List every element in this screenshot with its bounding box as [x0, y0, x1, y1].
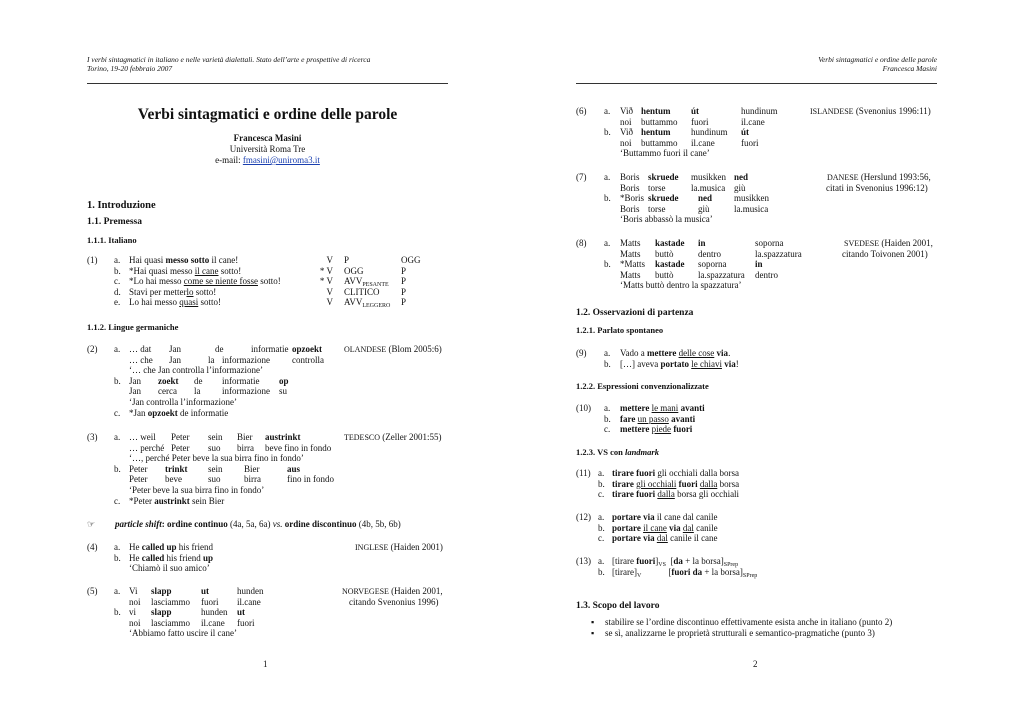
gloss-word: *Boris [620, 193, 645, 204]
gloss-word: vi [129, 607, 137, 618]
example-8 [576, 238, 937, 291]
gloss-word: controlla [292, 354, 324, 365]
gloss-word: cerca [158, 386, 177, 397]
object-tag: P [401, 286, 407, 297]
gloss-word: Jan [169, 344, 181, 354]
example-sentence: He called his friend up [129, 552, 214, 563]
example-sentence: mettere piede fuori [620, 424, 693, 435]
item-label: b. [598, 522, 605, 533]
item-label: d. [114, 286, 121, 297]
bracketed-structure: $[tirare]_V$ [fuori da + la $borsa]_{SPrep}$ [612, 566, 758, 579]
gloss-word: fino in fondo [287, 474, 334, 485]
example-number: (5) [87, 586, 98, 596]
gloss-word: la.spazzatura [698, 269, 745, 280]
item-label: b. [604, 413, 611, 424]
gloss-word: skruede [648, 193, 679, 204]
gloss-word: giù [698, 203, 710, 214]
language-source: INGLESE (Haiden 2001) [355, 542, 443, 552]
example-number: (8) [576, 238, 587, 248]
example-sentence: portare il cane via dal canile [612, 522, 718, 533]
example-4 [87, 542, 448, 574]
source-continued: citati in Svenonius 1996:12) [826, 182, 928, 193]
example-sentence: portare via il cane dal canile [612, 512, 718, 522]
gloss-word: la [194, 386, 201, 397]
translation: ‘… che Jan controlla l’informazione’ [129, 365, 263, 376]
gloss-word: … weil [129, 432, 156, 442]
gloss-word: austrinkt [265, 432, 301, 442]
gloss-word: soporna [698, 259, 727, 270]
item-label: b. [598, 566, 605, 577]
gloss-word: informatie [251, 344, 289, 354]
gloss-word: hunden [201, 607, 228, 618]
gloss-word: út [741, 127, 750, 138]
gloss-word: beve [165, 474, 182, 485]
gloss-word: Peter [129, 463, 148, 474]
page-number: 1 [263, 659, 268, 669]
bullet-list [591, 617, 892, 638]
gloss-word: sein [208, 432, 223, 442]
example-number: (4) [87, 542, 98, 552]
example-sentence: portare via dal canile il cane [612, 533, 718, 544]
gloss-word: Jan [129, 386, 141, 397]
translation: ‘Buttammo fuori il cane’ [620, 148, 710, 159]
affiliation: Università Roma Tre [229, 144, 306, 154]
gloss-word: aus [287, 463, 301, 474]
gloss-word: trinkt [165, 463, 188, 474]
gloss-word: noi [620, 116, 632, 127]
example-number: (1) [87, 255, 98, 265]
gloss-word: hentum [641, 127, 671, 138]
gloss-word: opzoekt [292, 344, 322, 354]
example-13 [576, 556, 937, 577]
subsection-heading: 1.2. Osservazioni di partenza [576, 308, 694, 318]
gloss-word: sein [208, 463, 223, 474]
item-label: a. [598, 512, 605, 522]
example-sentence: *Hai quasi messo il cane sotto! [129, 265, 242, 276]
gloss-word: Peter [171, 442, 190, 453]
gloss-word: hentum [641, 106, 671, 116]
header-line: I verbi sintagmatici in italiano e nelle varietà dialettali. Stato dell’arte e prospettive di ricerca [87, 55, 371, 64]
gloss-word: il.cane [741, 116, 765, 127]
item-label: a. [114, 432, 121, 442]
language-source: TEDESCO (Zeller 2001:55) [344, 432, 442, 442]
item-label: c. [114, 276, 121, 287]
item-label: c. [598, 533, 605, 544]
example-sentence: mettere le mani avanti [620, 403, 705, 413]
category-tag: CLITICO [344, 286, 380, 297]
gloss-word: il.cane [691, 137, 715, 148]
gloss-word: in [698, 238, 706, 248]
category-tag: $AVV_{LEGGERO}$ [344, 297, 391, 310]
gloss-word: fuori [237, 617, 255, 628]
gloss-word: slapp [151, 607, 172, 618]
example-11 [576, 468, 937, 500]
email-link[interactable]: fmasini@uniroma3.it [242, 155, 320, 165]
gloss-word: noi [620, 137, 632, 148]
gloss-word: hundinum [741, 106, 778, 116]
gloss-word: Matts [620, 248, 641, 259]
example-12 [576, 512, 937, 544]
gloss-word: Matts [620, 238, 641, 248]
subsubsection-heading: 1.2.2. Espressioni convenzionalizzate [576, 381, 709, 391]
gloss-word: in [755, 259, 763, 270]
category-tag: OGG [344, 265, 364, 276]
object-tag: P [401, 297, 407, 308]
gloss-word: lasciammo [151, 617, 190, 628]
page-title: Verbi sintagmatici e ordine delle parole [137, 106, 398, 123]
gloss-word: Við [620, 127, 633, 138]
bullet-square-icon: ▪ [591, 617, 595, 627]
item-label: a. [604, 106, 611, 116]
gloss-word: kastade [655, 259, 685, 270]
source-continued: citando Svenonius 1996) [349, 596, 439, 607]
translation: ‘Matts buttò dentro la spazzatura’ [620, 280, 742, 291]
example-sentence: Vado a mettere delle cose via. [620, 348, 731, 358]
gloss-word: la.spazzatura [755, 248, 802, 259]
example-number: (12) [576, 512, 591, 522]
example-2 [87, 344, 448, 418]
example-number: (11) [576, 468, 591, 478]
gloss-word: *Matts [620, 259, 646, 270]
page-number: 2 [753, 659, 758, 669]
list-item: ▪ stabilire se l’ordine discontinuo effettivamente esista anche in italiano (punto 2) [591, 617, 893, 627]
gloss-word: informazione [222, 354, 270, 365]
item-label: a. [604, 403, 611, 413]
gloss-word: Jan [169, 354, 181, 365]
example-3 [87, 432, 448, 506]
verb-tag: * V [319, 265, 333, 276]
gloss-word: noi [129, 596, 141, 607]
header-rule [576, 83, 937, 84]
category-tag: $AVV_{PESANTE}$ [344, 276, 389, 289]
gloss-word: suo [208, 442, 221, 453]
item-label: a. [604, 172, 611, 182]
particle-shift-note: particle shift: ordine continuo (4a, 5a, 6a) vs. ordine discontinuo (4b, 5b, 6b) [115, 519, 401, 529]
translation: ‘Jan controlla l’informazione’ [129, 396, 237, 407]
subsubsection-heading: 1.1.2. Lingue germaniche [87, 322, 179, 332]
gloss-word: buttammo [641, 137, 678, 148]
gloss-word: fuori [741, 137, 759, 148]
gloss-word: de [215, 344, 224, 354]
gloss-word: Boris [620, 182, 640, 193]
example-sentence: Lo hai messo quasi sotto! [129, 297, 222, 308]
translation: ‘Boris abbassò la musica’ [620, 214, 713, 225]
header-line: Torino, 19-20 febbraio 2007 [87, 64, 173, 73]
item-label: b. [604, 259, 611, 270]
category-tag: P [344, 255, 350, 265]
example-number: (9) [576, 348, 587, 358]
email-line [87, 155, 448, 166]
gloss-word: Vi [129, 586, 138, 596]
item-label: a. [114, 344, 121, 354]
example-6 [576, 106, 937, 159]
gloss-word: … dat [129, 344, 152, 354]
gloss-word: de [194, 375, 203, 386]
author-name: Francesca Masini [233, 133, 302, 143]
list-item: ▪ se sì, analizzarne le proprietà strutturali e semantico-pragmatiche (punto 3) [591, 627, 875, 638]
gloss-word: skruede [648, 172, 679, 182]
example-number: (10) [576, 403, 591, 413]
translation: ‘Chiamò il suo amico’ [129, 563, 210, 574]
gloss-word: Peter [171, 432, 190, 442]
item-label: b. [604, 193, 611, 204]
item-label: b. [114, 552, 121, 563]
gloss-word: zoekt [158, 375, 179, 386]
gloss-word: il.cane [237, 596, 261, 607]
translation: ‘…, perché Peter beve la sua birra fino in fondo’ [129, 453, 304, 464]
item-label: a. [604, 348, 611, 358]
gloss-word: Matts [620, 269, 641, 280]
language-source: ISLANDESE (Svenonius 1996:11) [810, 106, 931, 116]
subsection-heading: 1.3. Scopo del lavoro [576, 601, 660, 611]
language-source: NORVEGESE (Haiden 2001, [342, 586, 443, 596]
item-label: c. [114, 495, 121, 506]
gloss-word: ned [698, 193, 713, 204]
header-rule [87, 83, 448, 84]
item-label: a. [114, 255, 121, 265]
item-label: c. [598, 489, 605, 500]
verb-tag: V [326, 255, 333, 265]
gloss-word: Bier [237, 432, 253, 442]
gloss-word: ut [201, 586, 210, 596]
gloss-word: hundinum [691, 127, 728, 138]
language-source: DANESE (Herslund 1993:56, [827, 172, 931, 182]
gloss-word: lasciammo [151, 596, 190, 607]
item-label: b. [598, 478, 605, 489]
gloss-word: noi [129, 617, 141, 628]
gloss-word: giù [734, 182, 746, 193]
item-label: b. [114, 463, 121, 474]
language-source: OLANDESE (Blom 2005:6) [344, 344, 442, 354]
bracketed-structure: [tirare $fuori]_{VS}$ [da + la $borsa]_{SPrep}$ [612, 556, 739, 568]
example-sentence: tirare fuori dalla borsa gli occhiali [612, 489, 740, 500]
gloss-word: Bier [244, 463, 260, 474]
gloss-word: su [279, 386, 288, 397]
gloss-word: birra [237, 442, 254, 453]
example-sentence: […] aveva portato le chiavi via! [620, 358, 739, 369]
example-5 [87, 586, 448, 639]
gloss-word: … perché [129, 442, 165, 453]
item-label: a. [598, 468, 605, 478]
bullet-square-icon: ▪ [591, 627, 595, 638]
source-continued: citando Toivonen 2001) [842, 248, 928, 259]
gloss-word: buttò [655, 248, 674, 259]
gloss-word: la.musica [691, 182, 726, 193]
example-number: (6) [576, 106, 587, 116]
verb-tag: V [326, 297, 333, 308]
example-sentence: fare un passo avanti [620, 413, 696, 424]
gloss-word: musikken [691, 172, 726, 182]
gloss-word: la [208, 354, 215, 365]
gloss-word: op [279, 375, 289, 386]
object-tag: OGG [401, 255, 421, 265]
example-sentence: *Jan opzoekt de informatie [129, 407, 229, 418]
gloss-word: kastade [655, 238, 685, 248]
item-label: a. [604, 238, 611, 248]
gloss-word: musikken [734, 193, 769, 204]
example-sentence: *Peter austrinkt sein Bier [129, 495, 225, 506]
verb-tag: * V [319, 276, 333, 287]
item-label: b. [604, 127, 611, 138]
gloss-word: hunden [237, 586, 264, 596]
example-sentence: tirare fuori gli occhiali dalla borsa [612, 468, 740, 478]
item-label: a. [598, 556, 605, 566]
gloss-word: Boris [620, 172, 640, 182]
pointing-hand-icon: ☞ [87, 519, 96, 529]
gloss-word: torse [648, 182, 666, 193]
gloss-word: informatie [222, 375, 260, 386]
object-tag: P [401, 276, 407, 287]
gloss-word: Við [620, 106, 633, 116]
gloss-word: informazione [222, 386, 270, 397]
item-label: b. [114, 265, 121, 276]
gloss-word: buttammo [641, 116, 678, 127]
header-line: Verbi sintagmatici e ordine delle parole [818, 55, 937, 64]
gloss-word: birra [244, 474, 261, 485]
gloss-word: soporna [755, 238, 784, 248]
gloss-word: dentro [755, 269, 778, 280]
email-label: e-mail: [215, 155, 243, 165]
gloss-word: beve fino in fondo [265, 442, 332, 453]
gloss-word: … che [129, 354, 153, 365]
gloss-word: Peter [129, 474, 148, 485]
gloss-word: ned [734, 172, 749, 182]
item-label: c. [604, 424, 611, 435]
item-label: a. [114, 542, 121, 552]
subsubsection-heading: 1.1.1. Italiano [87, 235, 137, 245]
example-number: (7) [576, 172, 587, 182]
example-sentence: He called up his friend [129, 542, 214, 552]
item-label: b. [114, 375, 121, 386]
gloss-word: Jan [129, 375, 141, 386]
example-9 [576, 348, 937, 369]
subsection-heading: 1.1. Premessa [87, 217, 142, 227]
example-1 [87, 255, 448, 308]
gloss-word: fuori [691, 116, 709, 127]
gloss-word: dentro [698, 248, 721, 259]
gloss-word: Boris [620, 203, 640, 214]
example-sentence: Stavi per metterlo sotto! [129, 286, 217, 297]
item-label: c. [114, 407, 121, 418]
example-number: (3) [87, 432, 98, 442]
gloss-word: ut [237, 607, 246, 618]
example-sentence: tirare gli occhiali fuori dalla borsa [612, 478, 740, 489]
object-tag: P [401, 265, 407, 276]
subsubsection-heading: 1.2.1. Parlato spontaneo [576, 325, 664, 335]
example-7 [576, 172, 937, 225]
item-label: b. [604, 358, 611, 369]
gloss-word: suo [208, 474, 221, 485]
item-label: a. [114, 586, 121, 596]
item-label: b. [114, 607, 121, 618]
translation: ‘Abbiamo fatto uscire il cane’ [129, 628, 237, 639]
gloss-word: torse [648, 203, 666, 214]
translation: ‘Peter beve la sua birra fino in fondo’ [129, 484, 265, 495]
example-sentence: *Lo hai messo come se niente fosse sotto! [129, 276, 281, 287]
gloss-word: fuori [201, 596, 219, 607]
example-sentence: Hai quasi messo sotto il cane! [129, 255, 239, 265]
gloss-word: la.musica [734, 203, 769, 214]
subsubsection-heading: 1.2.3. VS con landmark [576, 447, 659, 457]
example-number: (2) [87, 344, 98, 354]
running-header-left [87, 55, 370, 73]
section-heading: 1. Introduzione [87, 200, 156, 211]
example-number: (13) [576, 556, 591, 566]
item-label: e. [114, 297, 121, 308]
gloss-word: út [691, 106, 700, 116]
header-line: Francesca Masini [882, 64, 937, 73]
language-source: SVEDESE (Haiden 2001, [844, 238, 933, 248]
gloss-word: slapp [151, 586, 172, 596]
gloss-word: buttò [655, 269, 674, 280]
verb-tag: V [326, 286, 333, 297]
running-header-right [576, 55, 937, 73]
gloss-word: il.cane [201, 617, 225, 628]
example-10 [576, 403, 937, 435]
